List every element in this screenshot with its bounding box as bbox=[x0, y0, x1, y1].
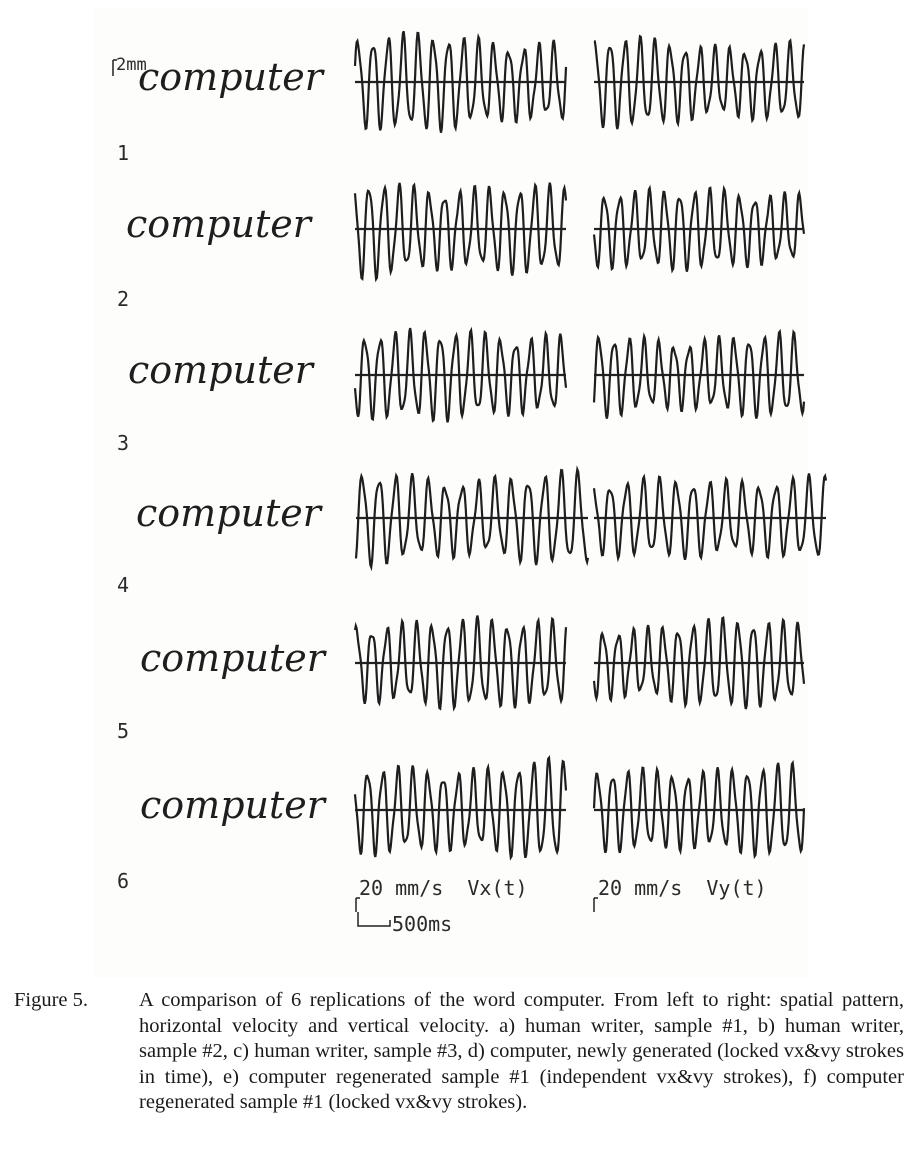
spatial-scale-label: 2mm bbox=[116, 55, 147, 75]
sample-number: 1 bbox=[117, 141, 130, 165]
sample-row bbox=[117, 183, 804, 311]
handwritten-word: computer bbox=[126, 202, 311, 246]
figure-caption bbox=[14, 988, 904, 1116]
sample-number: 4 bbox=[117, 573, 130, 597]
sample-row bbox=[117, 758, 804, 893]
time-scale-bar bbox=[358, 912, 390, 926]
caption-text: A comparison of 6 replications of the word computer. From left to right: spatial pattern, horizontal velocity and vertical velocity. a) human writer, sample #1, b) human writer, sample #2, c) human writer, sample #3, d) computer, newly generated (locked vx&vy strokes in time), e) computer regenerated sample #1 (independent vx&vy strokes), f) computer regenerated sample #1 (locked vx&vy strokes). bbox=[139, 989, 904, 1113]
sample-number: 3 bbox=[117, 431, 130, 455]
sample-rows bbox=[117, 31, 826, 893]
handwritten-word: computer bbox=[136, 491, 321, 535]
vx-scale-bracket bbox=[356, 898, 360, 912]
sample-number: 5 bbox=[117, 719, 130, 743]
handwritten-word: computer bbox=[140, 783, 325, 827]
handwritten-word: computer bbox=[140, 636, 325, 680]
handwritten-word: computer bbox=[128, 348, 313, 392]
sample-number: 2 bbox=[117, 287, 130, 311]
sample-number: 6 bbox=[117, 869, 130, 893]
sample-row bbox=[117, 616, 804, 743]
vx-trace bbox=[355, 183, 566, 279]
sample-row bbox=[117, 328, 804, 455]
sample-row bbox=[117, 470, 826, 598]
sample-row bbox=[117, 31, 804, 165]
vx-scale-label: 20 mm/s Vx(t) bbox=[359, 876, 528, 900]
vy-trace bbox=[594, 474, 826, 560]
handwritten-word: computer bbox=[138, 55, 323, 99]
vy-scale-bracket bbox=[594, 898, 598, 912]
caption-label: Figure 5. bbox=[14, 989, 89, 1011]
vx-trace bbox=[355, 758, 566, 858]
time-scale-label: 500ms bbox=[392, 912, 453, 936]
vy-scale-label: 20 mm/s Vy(t) bbox=[598, 876, 767, 900]
